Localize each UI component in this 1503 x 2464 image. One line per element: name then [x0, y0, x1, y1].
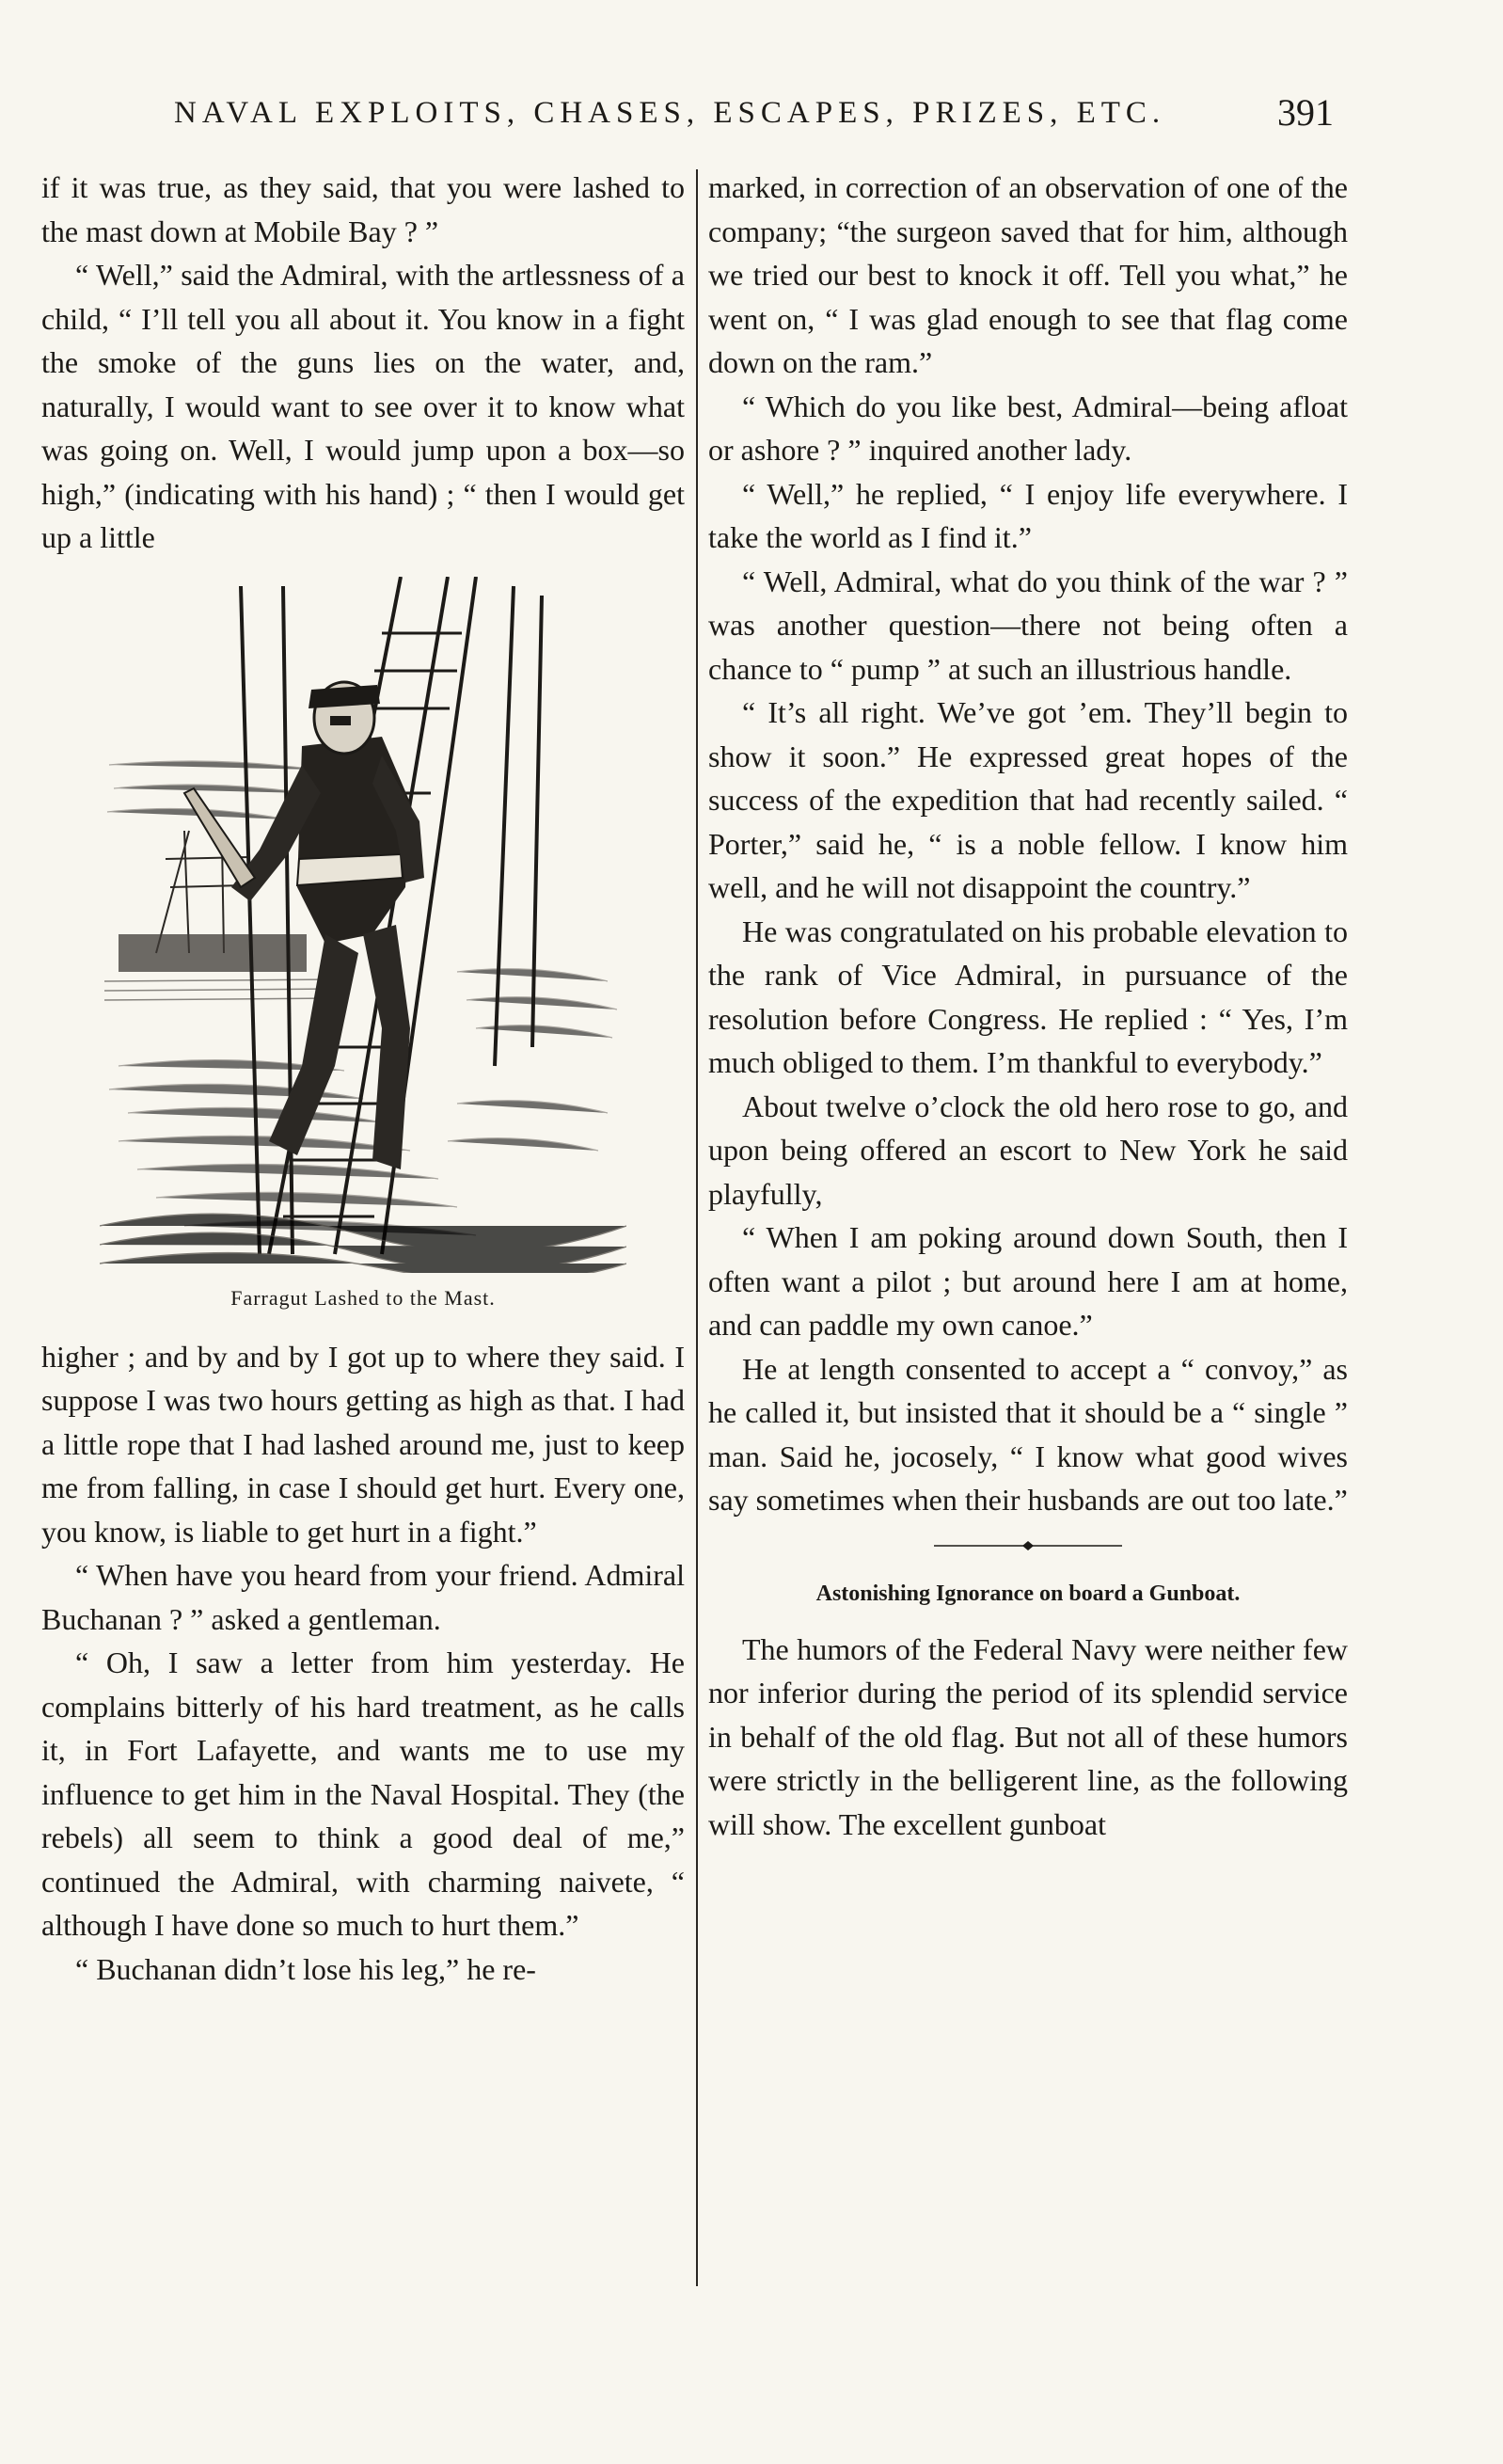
paragraph: “ Well,” he replied, “ I enjoy life everywhere. I take the world as I find it.”	[708, 476, 1348, 554]
paragraph: He at length consented to accept a “ convoy,” as he called it, but insisted that it should be a “ single ” man. Said he, jocosely, “ I know what good wives say sometimes when their husbands are out too late.”	[708, 1351, 1348, 1517]
paragraph: “ Which do you like best, Admiral—being afloat or ashore ? ” inquired another lady.	[708, 389, 1348, 467]
figure-caption: Farragut Lashed to the Mast.	[230, 1285, 496, 1310]
left-column	[41, 166, 685, 1991]
paragraph: “ Oh, I saw a letter from him yesterday. He complains bitterly of his hard treatment, as he calls it, in Fort Lafayette, and wants me to use my influence to get him in the Naval Hospital. They (the rebels) all seem to think a good deal of me,” continued the Admiral, with charming naivete, “ although I have done so much to hurt them.”	[41, 1645, 685, 1942]
page-header	[47, 90, 1334, 137]
column-divider	[696, 169, 698, 2286]
paragraph: higher ; and by and by I got up to where they said. I suppose I was two hours getting as high as that. I had a little rope that I had lashed around me, just to keep me from falling, in case I should get hurt. Every one, you know, is liable to get hurt in a fight.”	[41, 1339, 685, 1549]
engraving-figure	[41, 577, 685, 1312]
paragraph: “ It’s all right. We’ve got ’em. They’ll begin to show it soon.” He expressed great hopes of the success of the expedition that had recently sailed. “ Porter,” said he, “ is a noble fellow. I know him well, and he will not disappoint the country.”	[708, 695, 1348, 904]
paragraph: “ When I am poking around down South, then I often want a pilot ; but around here I am at home, and can paddle my own canoe.”	[708, 1220, 1348, 1342]
farragut-engraving-illustration	[100, 577, 626, 1273]
paragraph: marked, in correction of an observation of one of the company; “the surgeon saved that for him, although we tried our best to knock it off. Tell you what,” he went on, “ I was glad enough to see that flag come down on the ram.”	[708, 170, 1348, 379]
paragraph: “ Well, Admiral, what do you think of the war ? ” was another question—there not being often a chance to “ pump ” at such an illustrious handle.	[708, 564, 1348, 686]
paragraph: “ Buchanan didn’t lose his leg,” he re-	[75, 1951, 536, 1986]
running-title: NAVAL EXPLOITS, CHASES, ESCAPES, PRIZES, ETC.	[174, 96, 1166, 130]
paragraph: “ When have you heard from your friend. Admiral Buchanan ? ” asked a gentleman.	[41, 1558, 685, 1636]
paragraph: “ Well,” said the Admiral, with the artlessness of a child, “ I’ll tell you all about it. You know in a fight the smoke of the guns lies on the water, and, naturally, I would want to see over it to know what was going on. Well, I would jump upon a box—so high,” (indicating with his hand) ; “ then I would get up a little	[41, 258, 685, 554]
page-number: 391	[1277, 91, 1334, 134]
paragraph: if it was true, as they said, that you were lashed to the mast down at Mobile Bay ? ”	[41, 170, 685, 248]
section-heading: Astonishing Ignorance on board a Gunboat.	[815, 1581, 1241, 1606]
paragraph: The humors of the Federal Navy were neither few nor inferior during the period of its splendid service in behalf of the old flag. But not all of these humors were strictly in the belligerent line, as the following will show. The excellent gunboat	[708, 1631, 1348, 1841]
right-column	[708, 166, 1348, 1846]
section-ornament	[934, 1539, 1122, 1552]
paragraph: About twelve o’clock the old hero rose to go, and upon being offered an escort to New York he said playfully,	[708, 1089, 1348, 1211]
paragraph: He was congratulated on his probable elevation to the rank of Vice Admiral, in pursuance of the resolution before Congress. He replied : “ Yes, I’m much obliged to them. I’m thankful to everybody.”	[708, 914, 1348, 1079]
